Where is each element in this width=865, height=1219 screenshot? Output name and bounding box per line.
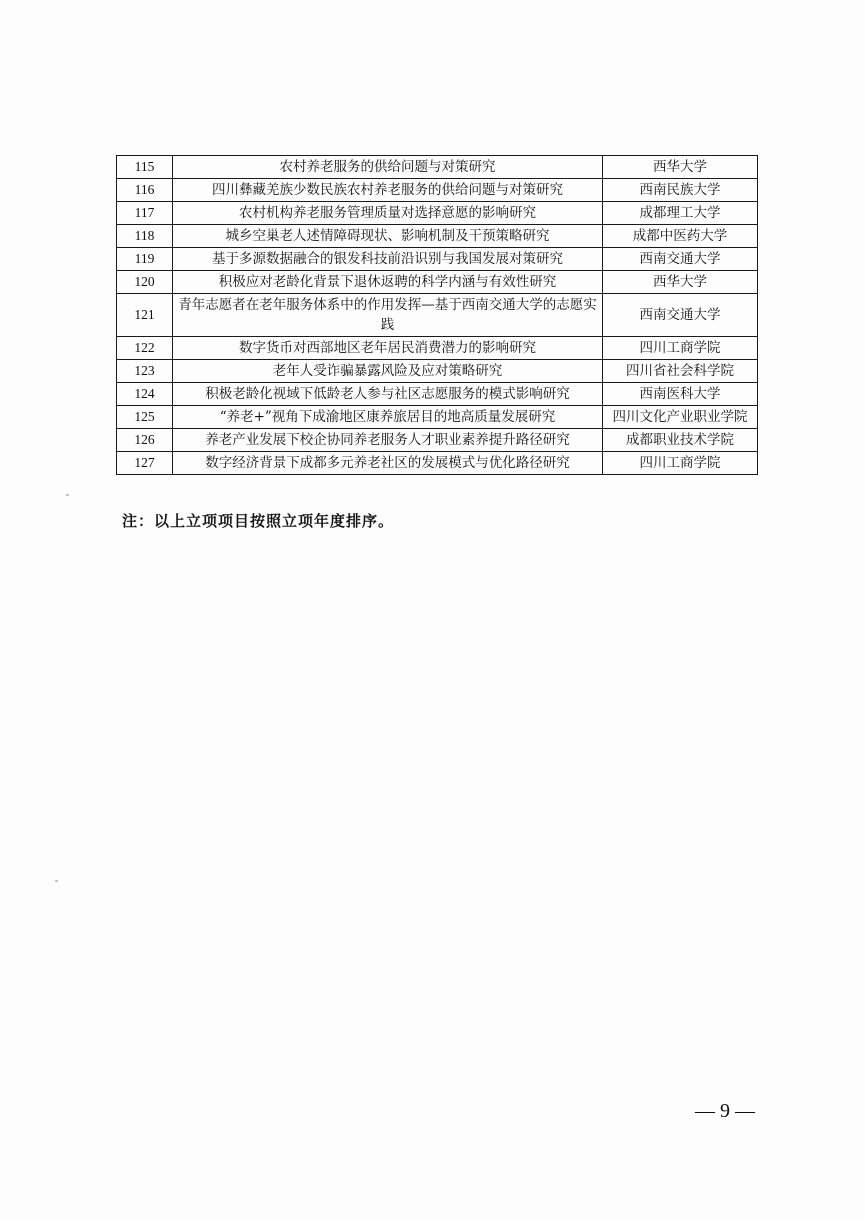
row-number: 117 — [117, 202, 173, 225]
institution: 成都理工大学 — [603, 202, 758, 225]
row-number: 123 — [117, 360, 173, 383]
institution: 四川工商学院 — [603, 337, 758, 360]
table-row — [117, 429, 758, 452]
row-number: 120 — [117, 271, 173, 294]
project-title: 数字货币对西部地区老年居民消费潜力的影响研究 — [173, 337, 603, 360]
row-number: 119 — [117, 248, 173, 271]
table-row — [117, 294, 758, 337]
table-row — [117, 406, 758, 429]
table-row — [117, 452, 758, 475]
project-title: 老年人受诈骗暴露风险及应对策略研究 — [173, 360, 603, 383]
project-table — [116, 155, 758, 475]
row-number: 115 — [117, 156, 173, 179]
institution: 西华大学 — [603, 156, 758, 179]
scan-speck — [66, 494, 69, 496]
project-title: 积极应对老龄化背景下退休返聘的科学内涵与有效性研究 — [173, 271, 603, 294]
project-title: 养老产业发展下校企协同养老服务人才职业素养提升路径研究 — [173, 429, 603, 452]
row-number: 126 — [117, 429, 173, 452]
institution: 西南交通大学 — [603, 294, 758, 337]
table-row — [117, 383, 758, 406]
institution: 四川文化产业职业学院 — [603, 406, 758, 429]
table-row — [117, 156, 758, 179]
table-row — [117, 337, 758, 360]
institution: 西南民族大学 — [603, 179, 758, 202]
table-row — [117, 360, 758, 383]
project-title: 青年志愿者在老年服务体系中的作用发挥—基于西南交通大学的志愿实践 — [173, 294, 603, 337]
project-table-body — [117, 156, 758, 475]
table-note: 注：以上立项项目按照立项年度排序。 — [122, 512, 395, 530]
institution: 西南医科大学 — [603, 383, 758, 406]
table-row — [117, 248, 758, 271]
project-title: 城乡空巢老人述情障碍现状、影响机制及干预策略研究 — [173, 225, 603, 248]
row-number: 122 — [117, 337, 173, 360]
row-number: 121 — [117, 294, 173, 337]
scan-speck — [55, 880, 58, 882]
project-title: 基于多源数据融合的银发科技前沿识别与我国发展对策研究 — [173, 248, 603, 271]
institution: 西南交通大学 — [603, 248, 758, 271]
project-title: 积极老龄化视域下低龄老人参与社区志愿服务的模式影响研究 — [173, 383, 603, 406]
row-number: 127 — [117, 452, 173, 475]
project-title: 四川彝藏羌族少数民族农村养老服务的供给问题与对策研究 — [173, 179, 603, 202]
institution: 西华大学 — [603, 271, 758, 294]
table-row — [117, 179, 758, 202]
table-row — [117, 225, 758, 248]
institution: 成都中医药大学 — [603, 225, 758, 248]
project-title: 农村机构养老服务管理质量对选择意愿的影响研究 — [173, 202, 603, 225]
row-number: 124 — [117, 383, 173, 406]
row-number: 118 — [117, 225, 173, 248]
table-row — [117, 271, 758, 294]
row-number: 116 — [117, 179, 173, 202]
table-row — [117, 202, 758, 225]
row-number: 125 — [117, 406, 173, 429]
institution: 四川工商学院 — [603, 452, 758, 475]
project-title: 数字经济背景下成都多元养老社区的发展模式与优化路径研究 — [173, 452, 603, 475]
project-title: “养老+”视角下成渝地区康养旅居目的地高质量发展研究 — [173, 406, 603, 429]
project-title: 农村养老服务的供给问题与对策研究 — [173, 156, 603, 179]
institution: 四川省社会科学院 — [603, 360, 758, 383]
institution: 成都职业技术学院 — [603, 429, 758, 452]
page-number: — 9 — — [695, 1100, 755, 1122]
